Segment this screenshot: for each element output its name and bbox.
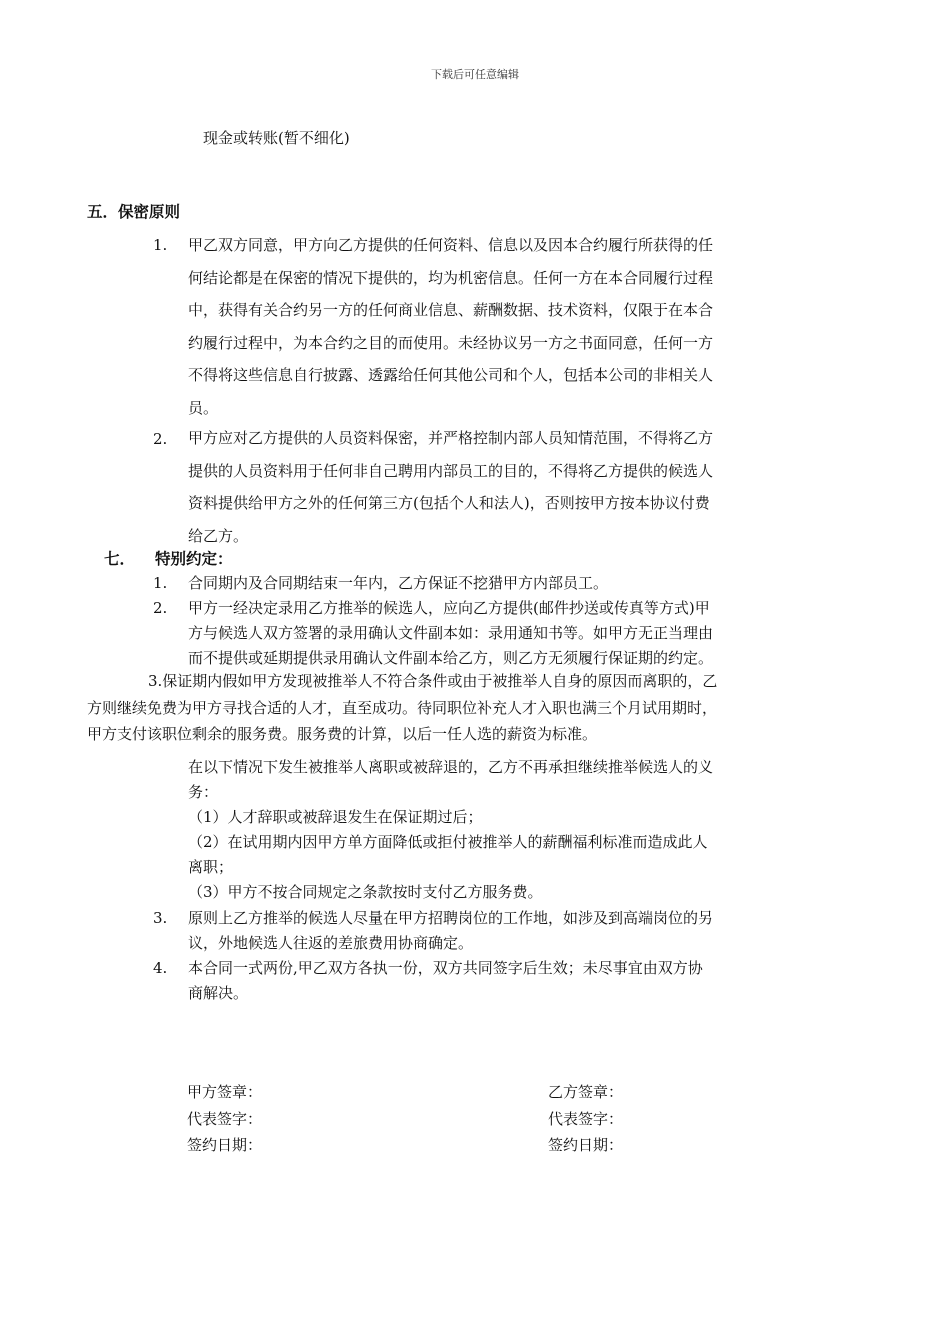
party-a-rep-label: 代表签字： — [187, 1109, 263, 1128]
text-line: 提供的人员资料用于任何非自己聘用内部员工的目的，不得将乙方提供的候选人 — [188, 461, 714, 480]
text-line: 甲方支付该职位剩余的服务费。服务费的计算，以后一任人选的薪资为标准。 — [87, 725, 598, 743]
text-line: 方与候选人双方签署的录用确认文件副本如：录用通知书等。如甲方无正当理由 — [188, 624, 714, 642]
section7-item1-number: 1. — [153, 574, 168, 592]
text-line: 离职； — [188, 858, 234, 876]
section5-title: 五．保密原则 — [87, 203, 181, 221]
section7-item3-paragraph — [87, 668, 717, 748]
text-line: 合同期内及合同期结束一年内，乙方保证不挖猎甲方内部员工。 — [188, 574, 609, 592]
text-line: 中，获得有关合约另一方的任何商业信息、薪酬数据、技术资料，仅限于在本合 — [188, 301, 714, 319]
text-line: 原则上乙方推举的候选人尽量在甲方招聘岗位的工作地，如涉及到高端岗位的另 — [188, 909, 714, 927]
party-a-signature-block — [187, 1079, 262, 1159]
section7-item4-number: 4. — [153, 959, 168, 977]
text-line: 甲方应对乙方提供的人员资料保密，并严格控制内部人员知情范围，不得将乙方 — [188, 429, 714, 447]
text-line: 3.保证期内假如甲方发现被推举人不符合条件或由于被推举人自身的原因而离职的，乙 — [148, 672, 718, 690]
text-line: 不得将这些信息自行披露、透露给任何其他公司和个人，包括本公司的非相关人 — [188, 366, 714, 384]
section5-item1-number: 1. — [153, 236, 168, 254]
page-header: 下载后可任意编辑 — [431, 68, 519, 81]
text-line: 约履行过程中，为本合约之目的而使用。未经协议另一方之书面同意，任何一方 — [188, 333, 714, 352]
text-line: 本合同一式两份,甲乙双方各执一份，双方共同签字后生效；未尽事宜由双方协 — [188, 959, 703, 977]
text-line: （1）人才辞职或被辞退发生在保证期过后； — [188, 808, 483, 826]
party-a-seal-label: 甲方签章： — [187, 1083, 263, 1101]
party-b-signature-block — [548, 1079, 623, 1159]
text-line: 资料提供给甲方之外的任何第三方(包括个人和法人)，否则按甲方按本协议付费 — [188, 494, 710, 512]
text-line: （3）甲方不按合同规定之条款按时支付乙方服务费。 — [188, 883, 543, 901]
text-line: 方则继续免费为甲方寻找合适的人才，直至成功。待同职位补充人才入职也满三个月试用期时， — [87, 698, 718, 717]
party-b-rep-label: 代表签字： — [548, 1109, 624, 1128]
payment-method-text: 现金或转账(暂不细化) — [203, 129, 350, 147]
section7-item2-number: 2. — [153, 599, 168, 617]
text-line: 何结论都是在保密的情况下提供的，均为机密信息。任何一方在本合同履行过程 — [188, 268, 714, 287]
exception-item-3 — [188, 880, 543, 905]
section7-item1-text — [188, 571, 608, 596]
section5-item2-text — [188, 422, 713, 552]
text-line: 议，外地候选人往返的差旅费用协商确定。 — [188, 934, 474, 952]
section7-item3b-number: 3. — [153, 909, 168, 927]
section7-number: 七． — [104, 550, 136, 568]
section7-item4-text — [188, 956, 703, 1006]
party-b-seal-label: 乙方签章： — [548, 1083, 624, 1101]
text-line: 在以下情况下发生被推举人离职或被辞退的，乙方不再承担继续推举候选人的义 — [188, 758, 714, 776]
text-line: （2）在试用期内因甲方单方面降低或拒付被推举人的薪酬福利标准而造成此人 — [188, 833, 708, 851]
exceptions-intro — [188, 755, 713, 805]
exception-item-1 — [188, 805, 483, 830]
text-line: 给乙方。 — [188, 526, 249, 545]
text-line: 员。 — [188, 398, 219, 417]
section5-item1-text — [188, 229, 713, 424]
section7-item2-text — [188, 596, 713, 671]
text-line: 商解决。 — [188, 984, 249, 1002]
party-b-date-label: 签约日期： — [548, 1136, 624, 1154]
text-line: 务： — [188, 783, 219, 801]
text-line: 甲方一经决定录用乙方推举的候选人，应向乙方提供(邮件抄送或传真等方式)甲 — [188, 599, 710, 617]
section5-item2-number: 2. — [153, 430, 168, 448]
party-a-date-label: 签约日期： — [187, 1136, 263, 1154]
text-line: 而不提供或延期提供录用确认文件副本给乙方，则乙方无须履行保证期的约定。 — [188, 649, 714, 667]
section7-item3b-text — [188, 906, 713, 956]
section7-title: 特别约定： — [155, 550, 233, 568]
exception-item-2 — [188, 830, 708, 880]
text-line: 甲乙双方同意，甲方向乙方提供的任何资料、信息以及因本合约履行所获得的任 — [188, 236, 714, 254]
